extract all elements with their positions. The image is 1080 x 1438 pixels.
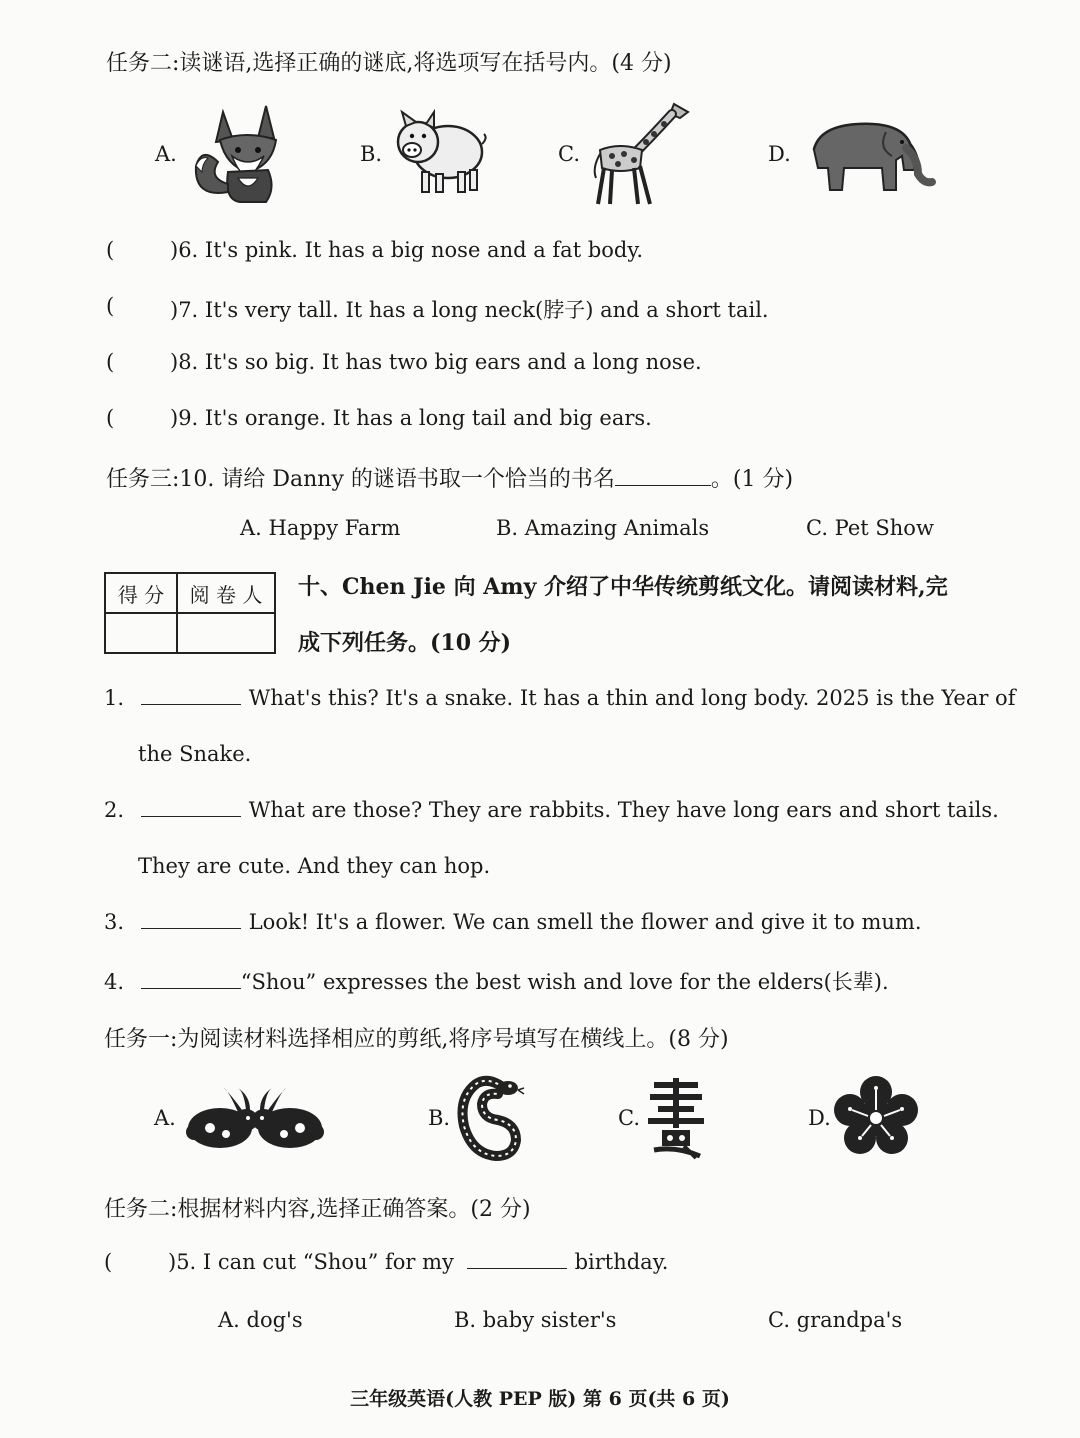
shou-papercut-icon — [644, 1076, 708, 1162]
page-footer: 三年级英语(人教 PEP 版) 第 6 页(共 6 页) — [350, 1388, 730, 1410]
riddle-8: )8. It's so big. It has two big ears and a long nose. — [170, 350, 702, 374]
fox-icon — [188, 102, 283, 206]
passage-3-blank[interactable] — [141, 910, 241, 929]
animal-label-c: C. — [558, 142, 580, 166]
passage-2-blank[interactable] — [141, 798, 241, 817]
question-5 — [168, 1250, 668, 1274]
book-option-a: A. Happy Farm — [240, 516, 401, 540]
task3-header-score: 。(1 分) — [710, 467, 794, 492]
score-header: 得 分 — [105, 573, 177, 613]
q5-option-c: C. grandpa's — [768, 1308, 903, 1332]
passage-1-text: What's this? It's a snake. It has a thin and long body. 2025 is the Year of — [248, 686, 1016, 710]
animal-label-b: B. — [360, 142, 383, 166]
animal-label-a: A. — [155, 142, 177, 166]
papercut-label-d: D. — [808, 1106, 831, 1130]
papercut-label-c: C. — [618, 1106, 640, 1130]
passage-4-blank[interactable] — [141, 970, 241, 989]
pig-icon — [392, 108, 487, 196]
passage-3 — [104, 910, 922, 934]
riddle-9-paren: ( — [106, 406, 115, 430]
flower-papercut-icon — [834, 1076, 918, 1156]
task3-title-blank[interactable] — [615, 467, 711, 486]
riddle-7-paren: ( — [106, 294, 115, 318]
giraffe-icon — [590, 98, 690, 208]
riddle-7: )7. It's very tall. It has a long neck(脖子) and a short tail. — [170, 298, 769, 322]
passage-3-number: 3. — [104, 910, 125, 934]
passage-2-line2: They are cute. And they can hop. — [138, 854, 491, 878]
passage-1-number: 1. — [104, 686, 125, 710]
passage-2-number: 2. — [104, 798, 125, 822]
task2b-header: 任务二:根据材料内容,选择正确答案。(2 分) — [104, 1197, 531, 1222]
q5-paren: ( — [104, 1250, 113, 1274]
papercut-label-b: B. — [428, 1106, 451, 1130]
task3-header — [106, 462, 793, 493]
papercut-label-a: A. — [154, 1106, 176, 1130]
riddle-6: )6. It's pink. It has a big nose and a fat body. — [170, 238, 644, 262]
score-cell[interactable] — [105, 613, 177, 653]
rabbits-papercut-icon — [180, 1086, 330, 1152]
passage-2-text: What are those? They are rabbits. They have long ears and short tails. — [248, 798, 999, 822]
passage-2 — [104, 798, 999, 822]
riddle-8-paren: ( — [106, 350, 115, 374]
task1-header: 任务一:为阅读材料选择相应的剪纸,将序号填写在横线上。(8 分) — [104, 1027, 729, 1052]
elephant-icon — [806, 120, 934, 192]
grader-header: 阅 卷 人 — [177, 573, 275, 613]
passage-1-line2: the Snake. — [138, 742, 252, 766]
q5-option-b: B. baby sister's — [454, 1308, 617, 1332]
passage-3-text: Look! It's a flower. We can smell the flower and give it to mum. — [248, 910, 922, 934]
riddle-9: )9. It's orange. It has a long tail and big ears. — [170, 406, 652, 430]
task3-header-text: 任务三:10. 请给 Danny 的谜语书取一个恰当的书名 — [106, 467, 615, 492]
book-option-c: C. Pet Show — [806, 516, 934, 540]
q5-option-a: A. dog's — [218, 1308, 303, 1332]
score-table — [104, 572, 276, 654]
passage-4 — [104, 966, 889, 996]
passage-1-blank[interactable] — [141, 686, 241, 705]
section10-title-line2: 成下列任务。(10 分) — [298, 630, 512, 656]
q5-blank[interactable] — [467, 1250, 567, 1269]
q5-text: )5. I can cut “Shou” for my — [168, 1250, 454, 1274]
section10-title-line1: 十、Chen Jie 向 Amy 介绍了中华传统剪纸文化。请阅读材料,完 — [298, 574, 948, 600]
riddle-6-paren: ( — [106, 238, 115, 262]
task2-header: 任务二:读谜语,选择正确的谜底,将选项写在括号内。(4 分) — [106, 51, 672, 76]
q5-text-end: birthday. — [574, 1250, 669, 1274]
snake-papercut-icon — [452, 1074, 524, 1162]
book-option-b: B. Amazing Animals — [496, 516, 710, 540]
grader-cell[interactable] — [177, 613, 275, 653]
passage-1 — [104, 686, 1015, 710]
passage-4-text: “Shou” expresses the best wish and love for the elders(长辈). — [240, 970, 889, 994]
passage-4-number: 4. — [104, 970, 125, 994]
animal-label-d: D. — [768, 142, 791, 166]
